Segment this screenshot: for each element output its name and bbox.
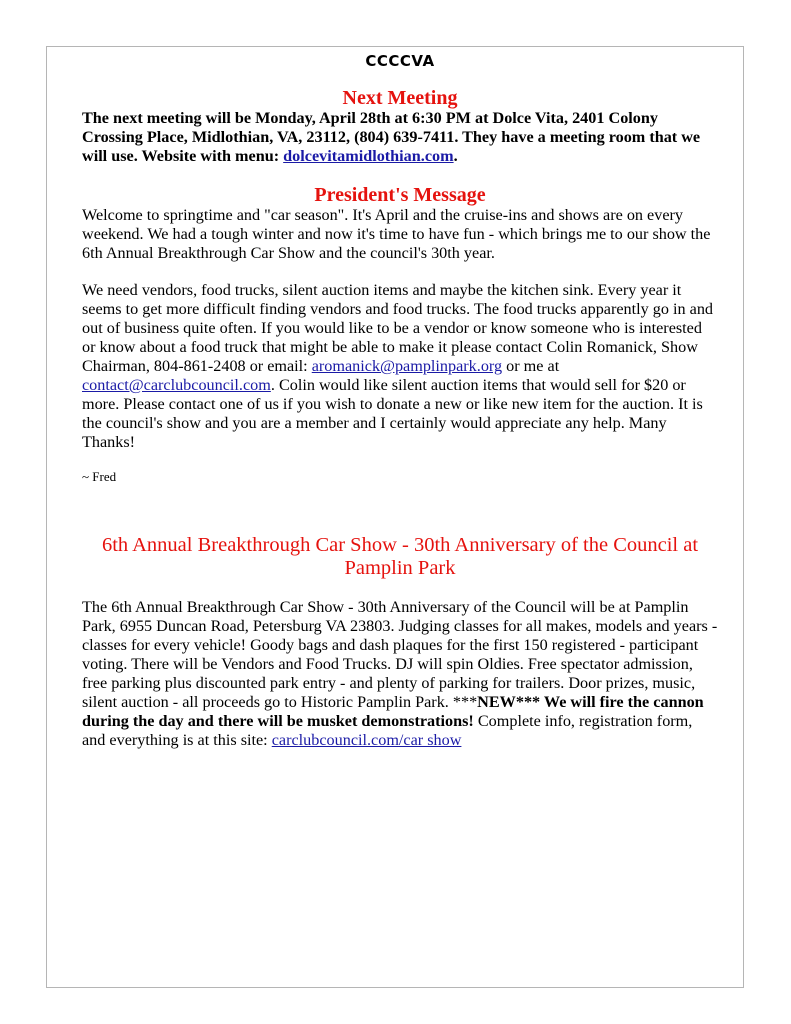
- next-meeting-end: .: [453, 147, 458, 165]
- council-email-link[interactable]: contact@carclubcouncil.com: [82, 376, 271, 394]
- next-meeting-heading: Next Meeting: [342, 87, 458, 109]
- next-meeting-body: The next meeting will be Monday, April 28th at 6:30 PM at Dolce Vita, 2401 Colony Crossing Place, Midlothian, VA, 23112, (804) 639-7411. They have a meeting room that we will use. Website with menu:: [82, 109, 701, 165]
- car-show-text: [82, 598, 718, 750]
- car-show-bold-text: *** We will fire the cannon during the day and there will be musket demonstrations!: [82, 693, 704, 730]
- org-title: CCCCVA: [365, 52, 435, 70]
- next-meeting-text: [82, 109, 718, 166]
- presidents-message-para1: Welcome to springtime and "car season". It's April and the cruise-ins and shows are on every weekend. We had a tough winter and now it's time to have fun - which brings me to our show the 6th Annual Breakthrough Car Show and the council's 30th year.: [82, 206, 711, 262]
- signature: ~ Fred: [82, 469, 117, 484]
- presidents-message-heading: President's Message: [314, 184, 486, 206]
- car-show-heading: 6th Annual Breakthrough Car Show - 30th Anniversary of the Council at Pamplin Park: [101, 534, 699, 579]
- newsletter-content: [82, 52, 718, 750]
- car-show-text-a: The 6th Annual Breakthrough Car Show - 30th Anniversary of the Council will be at Pamplin Park, 6955 Duncan Road, Petersburg VA 23803. Judging classes for all makes, models and years - classes for every vehicle! Goody bags and dash plaques for the first 150 registered - participant voting. There will be Vendors and Food Trucks. DJ will spin Oldies. Free spectator admission, free parking plus discounted park entry - and plenty of parking for trailers. Door prizes, music, silent auction - all proceeds go to Historic Pamplin Park. ***: [82, 598, 718, 711]
- para2-text-c: . Colin would like silent auction items that would sell for $20 or more. Please contact one of us if you wish to donate a new or like new item for the auction. It is the council's show and you are a member and I certainly would appreciate any help. Many Thanks!: [82, 376, 703, 451]
- car-show-link[interactable]: carclubcouncil.com/car show: [271, 731, 462, 749]
- chairman-email-link[interactable]: aromanick@pamplinpark.org: [311, 357, 503, 375]
- car-show-text-b: Complete info, registration form, and everything is at this site:: [82, 712, 693, 749]
- presidents-message-para2: [82, 281, 718, 452]
- new-label: NEW: [477, 693, 516, 711]
- para2-text-a: We need vendors, food trucks, silent auction items and maybe the kitchen sink. Every year it seems to get more difficult finding vendors and food trucks. The food trucks apparently go in and out of business quite often. If you would like to be a vendor or know someone who is interested or know about a food truck that might be able to make it please contact Colin Romanick, Show Chairman, 804-861-2408 or email:: [82, 281, 714, 375]
- restaurant-website-link[interactable]: dolcevitamidlothian.com: [283, 147, 454, 165]
- para2-text-b: or me at: [502, 357, 560, 375]
